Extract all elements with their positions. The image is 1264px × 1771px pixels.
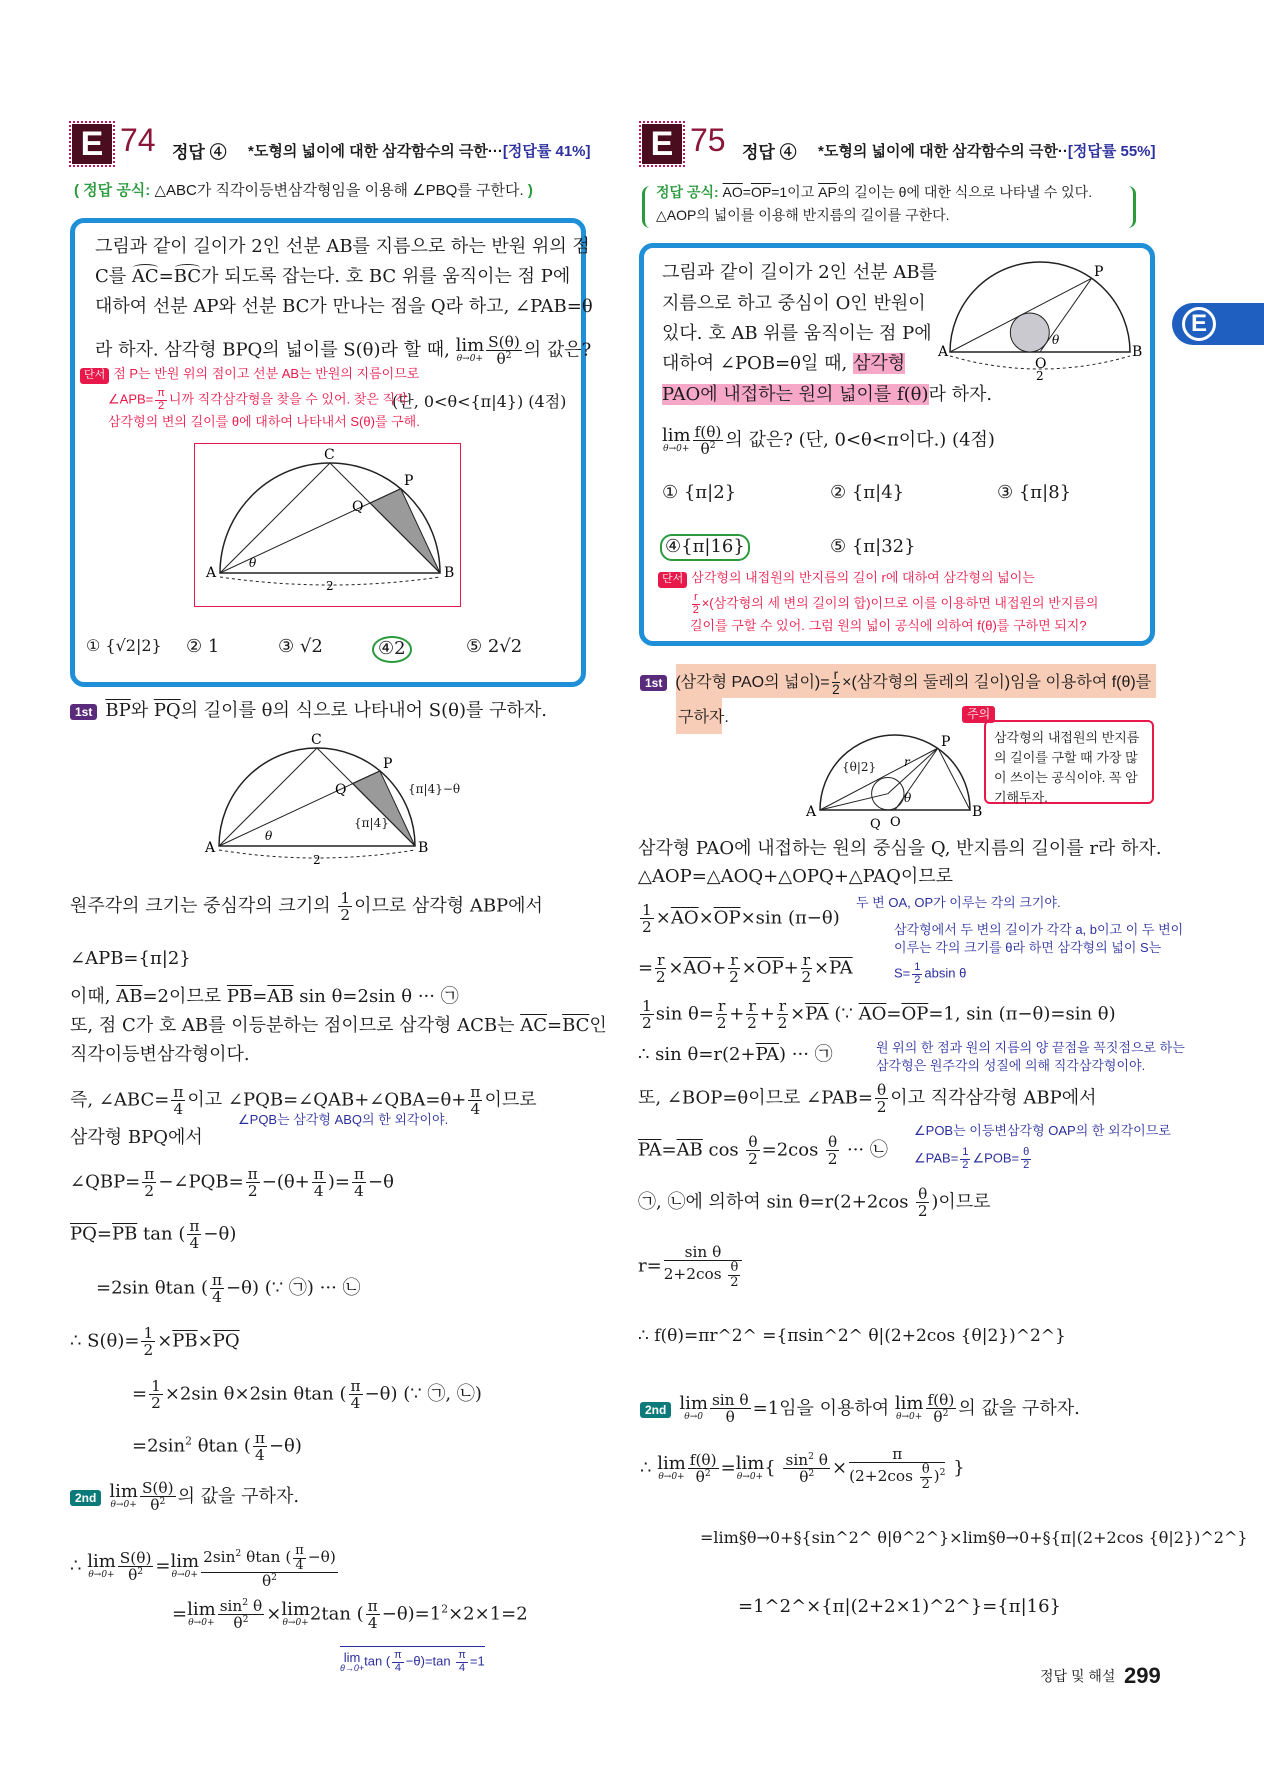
label-o: O bbox=[1035, 356, 1047, 372]
solution-line: ∴ f(θ)=πr^2^ ={πsin^2^ θ|(2+2cos {θ|2})^2^} bbox=[638, 1326, 1066, 1346]
hint-line: 길이를 구할 수 있어. 그럼 원의 넓이 공식에 의하여 f(θ)를 구하면 되지? bbox=[690, 618, 1087, 633]
formula-text: △ABC가 직각이등변삼각형임을 이용해 ∠PBQ를 구한다. bbox=[154, 182, 524, 199]
caution-tag: 주의 bbox=[962, 706, 995, 723]
formula-text: △AOP의 넓이를 이용해 반지름의 길이를 구한다. bbox=[656, 207, 950, 223]
solution-line: = $\frac{r}{2}$ $\times\overline{AO}+$ $\frac{r}{2}$ $\times\overline{OP}+$ $\frac{r}{2}$ $\times\overline{PA}$ bbox=[638, 951, 853, 987]
label-b: B bbox=[972, 804, 983, 820]
caution-text: 삼각형의 내접원의 반지름의 길이를 구할 때 가장 많이 쓰이는 공식이야. 꼭 암기해두자. bbox=[994, 730, 1140, 806]
solution-line: 즉, ∠ABC= $\frac{\pi}{4}$ 이고 ∠PQB=∠QAB+∠QBA=θ+ $\frac{\pi}{4}$ 이므로 bbox=[70, 1083, 537, 1119]
solution-line: 또, ∠BOP=θ이므로 ∠PAB= $\frac{\theta}{2}$ 이고 직각삼각형 ABP에서 bbox=[638, 1081, 1097, 1117]
annotation: ∠POB는 이등변삼각형 OAP의 한 외각이므로 bbox=[914, 1123, 1171, 1138]
formula-label: 정답 공식: bbox=[656, 184, 719, 200]
problem-line: 그림과 같이 길이가 2인 선분 AB를 bbox=[662, 262, 937, 283]
step2-heading bbox=[70, 1480, 299, 1513]
solution-line: r= sin θ 2+2cos $\frac{\theta}{2}$ bbox=[638, 1244, 744, 1289]
label-b: B bbox=[1132, 344, 1143, 360]
footer-label: 정답 및 해설 bbox=[1040, 1668, 1116, 1684]
hint-line: 삼각형의 내접원의 반지름의 길이 r에 대하여 삼각형의 넓이는 bbox=[691, 570, 1035, 585]
final-line: ∴ lim θ→0+ $\frac{f(\theta)}{\theta^2}$ =lim θ→0+ { $\frac{\sin^2 \theta}{\theta^2}$ × π (2+2cos $\frac{\theta}{2}$ )$^2$ } bbox=[640, 1445, 965, 1492]
final-line: =1^2^×{π|(2+2×1)^2^}={π|16} bbox=[738, 1596, 1061, 1617]
choice-3[interactable]: ③ √2 bbox=[278, 636, 323, 657]
solution-line: ∴ $\sin \theta=r(2+\overline{PA})$ ··· ㉠ bbox=[638, 1044, 833, 1065]
step1-badge: 1st bbox=[70, 704, 97, 720]
problem-number: 74 bbox=[120, 122, 156, 158]
solution-line: ∴ S(θ)= $\frac{1}{2}$ $\times\overline{PB}\times\overline{PQ}$ bbox=[70, 1324, 240, 1360]
solution-line: $\frac{1}{2}$ sin θ= $\frac{r}{2}$ + $\frac{r}{2}$ + $\frac{r}{2}$ $\times\overline{PA}$ (∵ $\overline{AO}=\overline{OP}=1$, sin (π−θ)=sin θ) bbox=[642, 997, 1116, 1033]
solution-line: =2sin θtan ( $\frac{\pi}{4}$ −θ) (∵ ㉠) ··· ㉡ bbox=[96, 1271, 361, 1307]
solution-line: $\frac{1}{2}$ $\times\overline{AO}\times\overline{OP}\times\sin$ (π−θ) bbox=[642, 901, 840, 937]
annotation: 삼각형에서 두 변의 길이가 각각 a, b이고 이 두 변이 bbox=[894, 922, 1184, 937]
solution-line: ㉠, ㉡에 의하여 sin θ=r(2+2cos $\frac{\theta}{2}$ )이므로 bbox=[638, 1185, 991, 1221]
problem-line: C를 AC=BC가 되도록 잡는다. 호 BC 위를 움직이는 점 P에 bbox=[95, 266, 571, 287]
label-a: A bbox=[806, 804, 817, 820]
label-p: P bbox=[404, 473, 414, 489]
label-q: Q bbox=[335, 782, 347, 798]
topic bbox=[818, 140, 1156, 161]
hint-line: ∠APB= $\frac{\pi}{2}$ 니까 직각삼각형을 찾을 수 있어. 찾은 직각 bbox=[108, 387, 408, 412]
hint-line: $\frac{r}{2}$ ×(삼각형의 세 변의 길이의 합)이므로 이를 이용하면 내접원의 반지름의 bbox=[692, 591, 1099, 616]
solution-line: $\overline{PQ}=\overline{PB}$ tan ( $\frac{\pi}{4}$ −θ) bbox=[70, 1217, 237, 1253]
label-length: 2 bbox=[326, 579, 334, 593]
highlight: PAO에 내접하는 원의 넓이를 f(θ) bbox=[662, 384, 929, 405]
label-theta: θ bbox=[265, 829, 273, 843]
paren: ( bbox=[74, 182, 79, 199]
final-line: ∴ lim θ→0+ $\frac{S(\theta)}{\theta^2}$ =lim θ→0+ $2\sin^2$ θtan ( $\frac{\pi}{4}$ −θ) $\theta^2$ bbox=[70, 1543, 336, 1591]
choice-2[interactable]: ② 1 bbox=[186, 636, 220, 657]
problem-line: 대하여 선분 AP와 선분 BC가 만나는 점을 Q라 하고, ∠PAB=θ bbox=[95, 296, 593, 317]
solution-line: 삼각형 BPQ에서 bbox=[70, 1127, 203, 1148]
annotation: 삼각형은 원주각의 성질에 의해 직각삼각형이야. bbox=[876, 1058, 1146, 1073]
angle-label: {π|4}−θ bbox=[408, 782, 461, 796]
annotation: ∠PQB는 삼각형 ABQ의 한 외각이야. bbox=[238, 1112, 449, 1127]
choice-3[interactable]: ③ {π|8} bbox=[997, 482, 1072, 503]
solution-line: △AOP=△AOQ+△OPQ+△PAQ이므로 bbox=[638, 866, 954, 887]
label-a: A bbox=[938, 344, 949, 360]
choice-5[interactable]: ⑤ 2√2 bbox=[466, 636, 523, 657]
solution-figure bbox=[203, 734, 453, 869]
paren: ) bbox=[527, 182, 533, 199]
solution-line: 또, 점 C가 호 AB를 이등분하는 점이므로 삼각형 ACB는 $\overline{AC}=\overline{BC}$인 bbox=[70, 1015, 607, 1036]
angle-label: {π|4} bbox=[354, 816, 389, 830]
solution-line: = $\frac{1}{2}$ ×2sin θ×2sin θtan ( $\frac{\pi}{4}$ −θ) (∵ ㉠, ㉡) bbox=[132, 1377, 482, 1413]
problem-text: 라 하자. bbox=[928, 384, 993, 405]
label-length: 2 bbox=[313, 853, 321, 867]
label-p: P bbox=[383, 756, 393, 772]
hint-tag: 단서 bbox=[658, 572, 687, 588]
problem-line: 그림과 같이 길이가 2인 선분 AB를 지름으로 하는 반원 위의 점 bbox=[95, 236, 590, 257]
annotation: 두 변 OA, OP가 이루는 각의 크기야. bbox=[856, 895, 1061, 910]
problem-line: 라 하자. 삼각형 BPQ의 넓이를 S(θ)라 할 때, lim θ→0+ $\frac{S(\theta)}{\theta^2}$ 의 값은? bbox=[95, 333, 592, 369]
step2-badge: 2nd bbox=[640, 1402, 671, 1418]
label-q: Q bbox=[870, 817, 881, 832]
problem-figure bbox=[194, 443, 461, 607]
label-c: C bbox=[324, 447, 335, 463]
problem-condition: (단, 0<θ<{π|4}) (4점) bbox=[392, 392, 567, 411]
page-number: 299 bbox=[1124, 1663, 1161, 1688]
choice-1[interactable]: ① {π|2} bbox=[662, 482, 737, 503]
step1-heading bbox=[70, 700, 547, 723]
problem-line bbox=[662, 384, 992, 407]
label-b: B bbox=[444, 565, 455, 581]
label-r: r bbox=[904, 755, 910, 769]
step2-text: lim θ→0+ $\frac{S(\theta)}{\theta^2}$ 의 값을 구하자. bbox=[109, 1479, 300, 1515]
solution-line: $=2\sin^2$ θtan ( $\frac{\pi}{4}$ −θ) bbox=[132, 1429, 302, 1465]
hint-line: 점 P는 반원 위의 점이고 선분 AB는 반원의 지름이므로 bbox=[113, 366, 420, 381]
solution-line: 직각이등변삼각형이다. bbox=[70, 1044, 250, 1065]
problem-line: 있다. 호 AB 위를 움직이는 점 P에 bbox=[662, 323, 932, 344]
annotation: lim θ→0+ tan ( $\frac{\pi}{4}$ −θ)=tan $\frac{\pi}{4}$ =1 bbox=[340, 1646, 485, 1674]
solution-line: 삼각형 PAO에 내접하는 원의 중심을 Q, 반지름의 길이를 r라 하자. bbox=[638, 838, 1162, 859]
label-theta: θ bbox=[249, 556, 257, 570]
problem-number: 75 bbox=[690, 122, 726, 158]
solution-line: 이때, $\overline{AB}=2$이므로 $\overline{PB}=\overline{AB}$ sin θ=2sin θ ··· ㉠ bbox=[70, 986, 459, 1007]
problem-text: 대하여 ∠POB=θ일 때, bbox=[662, 353, 848, 374]
correct-rate: [정답률 55%] bbox=[1067, 143, 1156, 160]
label-b: B bbox=[418, 840, 429, 856]
step1-badge: 1st bbox=[640, 675, 667, 691]
final-line: =lim θ→0+ $\frac{\sin^2 \theta}{\theta^2}$ ×lim θ→0+ 2tan ( $\frac{\pi}{4}$ $-\theta)=1^2\times 2\times 1=2$ bbox=[172, 1597, 528, 1633]
step1-text: 구하자. bbox=[678, 709, 729, 726]
hint-tag: 단서 bbox=[80, 368, 109, 384]
step1-text: (삼각형 PAO의 넓이)= $\frac{r}{2}$ ×(삼각형의 둘레의 길이)임을 이용하여 f(θ)를 bbox=[675, 667, 1152, 698]
solution-line: 원주각의 크기는 중심각의 크기의 $\frac{1}{2}$ 이므로 삼각형 ABP에서 bbox=[70, 889, 543, 925]
problem-line: lim θ→0+ $\frac{f(\theta)}{\theta^2}$ 의 값은? (단, 0<θ<π이다.) (4점) bbox=[662, 423, 995, 459]
label-p: P bbox=[941, 734, 951, 750]
problem-line bbox=[662, 353, 905, 376]
label-p: P bbox=[1094, 264, 1104, 280]
caution-note bbox=[984, 720, 1154, 804]
step2-text: lim θ→0 $\frac{\text{sin θ}}{\theta}$ =1임을 이용하여 lim θ→0+ $\frac{f(\theta)}{\theta^2}$ 의 값을 구하자. bbox=[679, 1391, 1080, 1427]
label-length: 2 bbox=[1036, 369, 1044, 383]
final-line: =lim§θ→0+§{sin^2^ θ|θ^2^}×lim§θ→0+§{π|(2+2cos {θ|2})^2^} bbox=[700, 1528, 1248, 1547]
solution-figure bbox=[808, 730, 988, 830]
formula-text: $\overline{AO}=\overline{OP}=1$이고 $\overline{AP}$의 길이는 θ에 대한 식으로 나타낼 수 있다. bbox=[722, 184, 1093, 200]
answer-label: 정답 ④ bbox=[172, 143, 227, 162]
annotation: S= $\frac{1}{2}$ absin θ bbox=[894, 961, 967, 986]
highlight: 삼각형 bbox=[852, 353, 906, 374]
problem-figure bbox=[938, 262, 1143, 387]
section-badge: E bbox=[72, 124, 112, 164]
choice-2[interactable]: ② {π|4} bbox=[830, 482, 905, 503]
choice-1[interactable]: ① {√2|2} bbox=[86, 636, 162, 655]
label-theta: θ bbox=[1052, 333, 1060, 347]
topic-text: *도형의 넓이에 대한 삼각함수의 극한··· bbox=[248, 143, 503, 160]
step2-badge: 2nd bbox=[70, 1490, 101, 1506]
choice-4-correct[interactable]: ④2 bbox=[372, 636, 412, 663]
topic bbox=[248, 140, 591, 161]
choice-4-correct[interactable]: ④{π|16} bbox=[660, 534, 750, 561]
label-a: A bbox=[206, 565, 217, 581]
side-tab-label: E bbox=[1182, 307, 1216, 341]
solution-line: ∠QBP= $\frac{\pi}{2}$ −∠PQB= $\frac{\pi}{2}$ −(θ+ $\frac{\pi}{4}$ )= $\frac{\pi}{4}$ −θ bbox=[70, 1165, 394, 1201]
step1-heading bbox=[640, 668, 1151, 698]
label-theta: θ bbox=[904, 791, 912, 805]
topic-text: *도형의 넓이에 대한 삼각함수의 극한·· bbox=[818, 143, 1068, 160]
label-a: A bbox=[205, 840, 216, 856]
label-o: O bbox=[890, 815, 901, 830]
label-q: Q bbox=[352, 499, 364, 515]
solution-line: $\overline{PA}=\overline{AB}$ cos $\frac{\theta}{2}$ =2cos $\frac{\theta}{2}$ ··· ㉡ bbox=[638, 1133, 888, 1169]
step1-text: $\overline{BP}$와 $\overline{PQ}$의 길이를 θ의 식으로 나타내어 S(θ)를 구하자. bbox=[105, 700, 547, 721]
half-angle-label: {θ|2} bbox=[842, 760, 877, 774]
annotation: 원 위의 한 점과 원의 지름의 양 끝점을 꼭짓점으로 하는 bbox=[876, 1040, 1185, 1055]
step2-heading bbox=[640, 1392, 1080, 1425]
problem-line: 지름으로 하고 중심이 O인 반원이 bbox=[662, 293, 926, 314]
hint-line: 삼각형의 변의 길이를 θ에 대하여 나타내서 S(θ)를 구해. bbox=[108, 414, 420, 429]
hint bbox=[80, 366, 419, 384]
answer-formula bbox=[656, 184, 1092, 202]
formula-label: 정답 공식: bbox=[83, 182, 151, 199]
solution-line: ∠APB={π|2} bbox=[70, 948, 191, 969]
label-c: C bbox=[311, 732, 322, 748]
section-badge: E bbox=[642, 124, 682, 164]
hint bbox=[658, 570, 1035, 588]
annotation: 이루는 각의 크기를 θ라 하면 삼각형의 넓이 S는 bbox=[894, 940, 1162, 955]
answer-formula bbox=[74, 182, 533, 201]
section-side-tab[interactable] bbox=[1172, 303, 1264, 345]
answer-label: 정답 ④ bbox=[742, 143, 797, 162]
choice-5[interactable]: ⑤ {π|32} bbox=[830, 536, 916, 557]
correct-rate: [정답률 41%] bbox=[502, 143, 591, 160]
annotation: ∠PAB= $\frac{1}{2}$ ∠POB= $\frac{\theta}{2}$ bbox=[914, 1146, 1030, 1171]
